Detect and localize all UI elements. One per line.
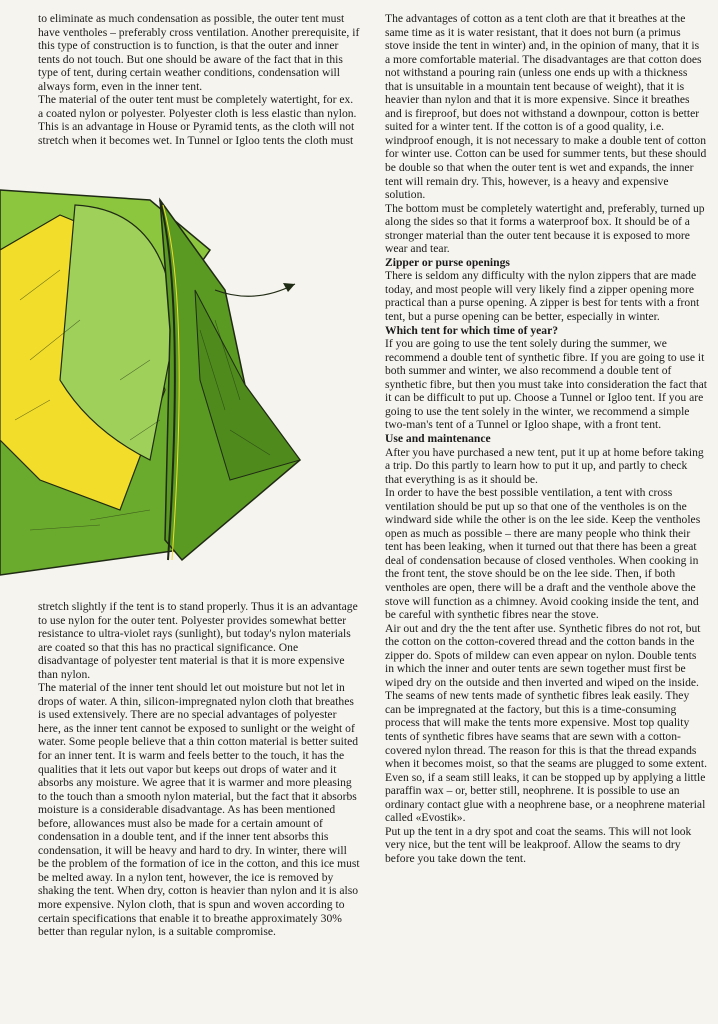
section-heading-zipper: Zipper or purse openings [385,255,510,269]
section-heading-season: Which tent for which time of year? [385,323,559,337]
paragraph: The material of the outer tent must be completely watertight, for ex. a coated nylon or polyester. Polyester cloth is less elastic than nylon. This is an advantage in House or Pyramid tents, as the cloth will not stretch when it becomes wet. In Tunnel or Igloo tents the cloth must [38,93,357,147]
paragraph: The seams of new tents made of synthetic fibres leak easily. They can be impregnated at the factory, but this is a time-consuming process that will make the tents more expensive. Most top quality tents of synthetic fibres have seams that are sewn with a cotton-covered nylon thread. The reason for this is that the thread expands when it becomes moist, so that the seams are plugged to some extent. Even so, if a seam still leaks, it can be stopped up by applying a little paraffin wax – or, better still, neophrene. It is possible to use an ordinary contact glue with a neophrene base, or a neophrene material called «Evostik». [385,689,707,825]
left-column-bottom [38,600,360,939]
pointer-arrow [215,284,295,296]
paragraph: to eliminate as much condensation as possible, the outer tent must have ventholes – preferably cross ventilation. Another prerequisite, if this type of construction is to function, is that the outer and inner tents do not touch. But one should be aware of the fact that in this type of tent, during certain weather conditions, condensation will always form, even in the inner tent. [38,12,360,93]
paragraph: Put up the tent in a dry spot and coat the seams. This will not look very nice, but the tent will be leakproof. Allow the seams to dry before you take down the tent. [385,824,692,865]
paragraph: stretch slightly if the tent is to stand properly. Thus it is an advantage to use nylon for the outer tent. Polyester provides somewhat better resistance to ultra-violet rays (sunlight), but today's nylon materials are coated so that this has no practical significance. One disadvantage of polyester tent material is that it is more expensive than nylon. [38,600,358,681]
paragraph: The material of the inner tent should let out moisture but not let in drops of water. A thin, silicon-impregnated nylon cloth that breathes is used extensively. There are no special advantages of polyester here, as the inner tent cannot be exposed to sunlight or the weight of water. Some people believe that a thin cotton material is better suited for an inner tent. It is warm and feels better to the touch, it has the qualities that it lets out vapor but keeps out drops of water and it absorbs any moisture. We agree that it is warmer and more pleasing to the touch than a smooth nylon material, but the fact that it absorbs moisture is a considerable disadvantage. As has been mentioned before, allowances must also be made for a certain amount of condensation in a double tent, and if the inner tent absorbs this condensation, it will be heavy and hard to dry. In winter, there will be the problem of the formation of ice in the cotton, and this ice must be melted away. In a nylon tent, however, the ice is removed by shaking the tent. When dry, cotton is heavier than nylon and it is also more expensive. Nylon cloth, that is spun and woven according to certain specifications that enable it to breathe approximately 30% better than regular nylon, is a suitable compromise. [38,681,360,939]
paragraph: If you are going to use the tent solely during the summer, we recommend a double tent of synthetic fibre. If you are going to use it both summer and winter, we also recommend a double tent of synthetic fibre, but then you must take into consideration the fact that it can be difficult to put up. Choose a Tunnel or Igloo tent. If you are going to use the tent solely in the winter, we recommend a simple two-man's tent of a Tunnel or Igloo shape, with a front tent. [385,337,707,432]
paragraph: The advantages of cotton as a tent cloth are that it breathes at the same time as it is water resistant, that it does not burn (a primus stove inside the tent in winter) and, in the opinion of many, that it is a more comfortable material. The disadvantages are that cotton does not withstand a pouring rain (unless one ends up with a thickness that is unsuitable in a mountain tent because of weight), that it is heavier than nylon and that it is more expensive. Since it breathes and is fireproof, but does not withstand a downpour, cotton is better suited for a winter tent. If the cotton is of a good quality, i.e. windproof enough, it is not necessary to make a double tent of cotton for winter use. Cotton can be used for summer tents, but these should be double so that when the outer tent is wet and expands, the inner tent will remain dry. This, however, is a heavy and expensive solution. [385,12,707,202]
paragraph: There is seldom any difficulty with the nylon zippers that are made today, and most people will very likely find a zipper opening more practical than a purse opening. A zipper is best for tents with a front tent, but a purse opening can be better, especially in winter. [385,269,700,324]
tent-illustration [0,180,375,580]
section-heading-use: Use and maintenance [385,431,491,445]
left-column-top [38,12,360,147]
right-column [385,12,707,865]
paragraph: After you have purchased a new tent, put it up at home before taking a trip. Do this partly to learn how to put it up, and partly to check that everything is as it should be. [385,445,704,486]
paragraph: The bottom must be completely watertight and, preferably, turned up along the sides so that it forms a waterproof box. It should be of a stronger material than the outer tent because it is exposed to more wear and tear. [385,201,705,256]
tent-body [0,190,300,575]
paragraph: Air out and dry the the tent after use. Synthetic fibres do not rot, but the cotton on the cotton-covered thread and the cotton bands in the zipper do. Spots of mildew can even appear on nylon. Double tents in which the inner and outer tents are sewn together must first be wiped dry on the outside and then inverted and wiped on the inside. [385,621,701,689]
arrow-head [283,283,295,292]
paragraph: In order to have the best possible ventilation, a tent with cross ventilation should be put up so that one of the ventholes is on the windward side while the other is on the lee side. Keep the ventholes open as much as possible – there are many people who think their tent has been leaking, when it turned out that there has been a great deal of condensation because of closed ventholes. When cooking in the front tent, the stove should be on the lee side. Then, if both ventholes are open, there will be a draft and the venthole above the stove will function as a chimney. Avoid cooking inside the tent, and be careful with synthetic fibres near the stove. [385,486,701,622]
